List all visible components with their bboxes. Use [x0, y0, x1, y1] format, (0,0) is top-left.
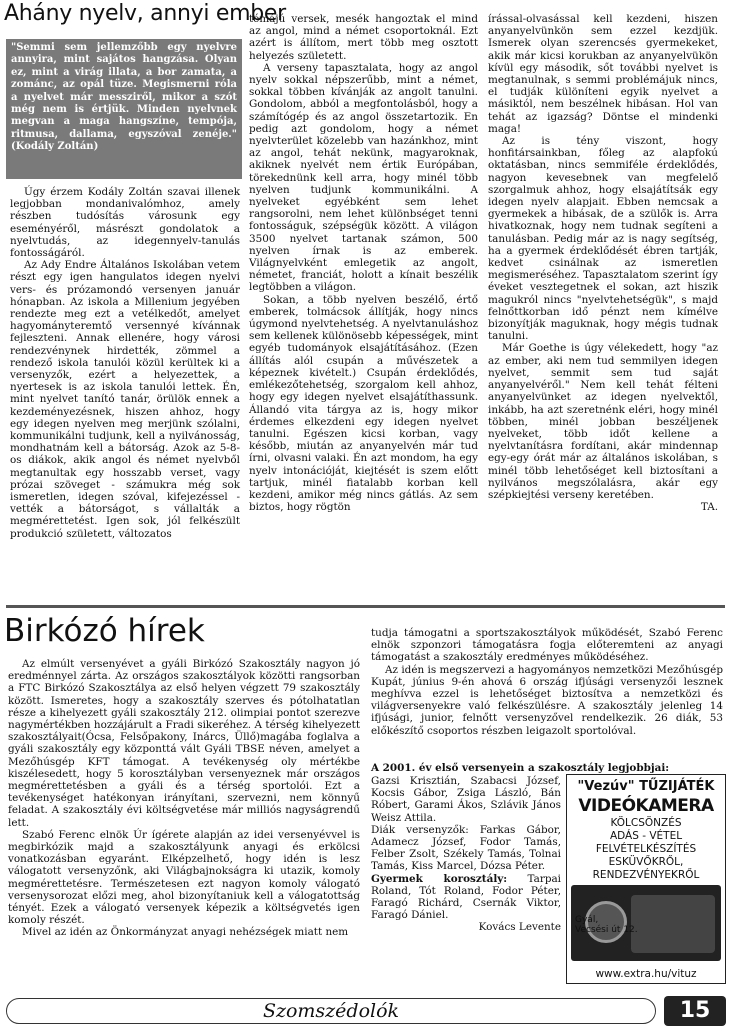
paragraph: témájú versek, mesék hangoztak el mind az angol, mind a német csoportoknál. Ezt azért is állítom, mert több meg osztott helyezés született. — [249, 13, 478, 62]
ad-service: KÖLCSÖNZÉS — [610, 817, 682, 829]
paragraph: Szabó Ferenc elnök Úr ígérete alapján az idei versenyévvel is megbirkózik majd a szakosztályunk anyagi és erkölcsi vonatkozásban egyaránt. Elképzelhető, hogy idén is lesz válogatott versenyzőnk, aki Világbajnokságra ki utazik, komoly megmérettetésre. Természetesen ezt nagyon komoly válogató versenysorozat előzi meg, ahol bizonyítaniuk kell a válogatottság tényét. Ezek a válogató versenyek képezik a költségvetés igen komoly részét. — [8, 828, 360, 927]
ad-headline: VIDEÓKAMERA — [578, 796, 714, 816]
magazine-name: Szomszédolók — [262, 1000, 400, 1022]
paragraph: Az is tény viszont, hogy honfitársainkban, főleg az alapfokú oktatásban, nincs semmiféle érdeklődés, nagyon kevesebnek van megfelelő szorgalmuk ahhoz, hogy elsajátítsák egy idegen nyelv alapjait. Ebben nemcsak a gyermekek a hibásak, de a szülők is. Arra hivatkoznak, hogy nem tudnak segíteni a tanulásban. Pedig már az is nagy segítség, ha a gyermek érdeklődését ébren tartják, kedvet csinálnak az ismeretlen megismeréséhez. Tapasztalatom szerint így éveket vesztegetnek el sokan, azt hiszik magukról nincs "nyelvtehetségük", s majd felnőttkorban idő pénzt nem kímélve bizonyítják maguknak, hogy mégis tudnak tanulni. — [488, 135, 718, 343]
ad-service: ESKÜVŐKRŐL, — [608, 856, 684, 868]
article-column-2 — [249, 13, 478, 513]
gyermek-title: Gyermek korosztály: — [371, 872, 508, 885]
article-signature: TA. — [700, 501, 718, 514]
kodaly-quote: "Semmi sem jellemzőbb egy nyelvre annyira, mint sajátos hangzása. Olyan ez, mint a virág illata, a bor zamata, a zománc, az opál tüze. Megismerni róla a nyelvet már messziről, mikor a szót még nem is értjük. Minden nyelvnek megvan a maga hangszíne, tempója, ritmusa, dallama, egyszóval zenéje." (Kodály Zoltán) — [6, 39, 242, 179]
paragraph: Az elmúlt versenyévet a gyáli Birkózó Szakosztály nagyon jó eredménnyel zárta. Az országos szakosztályok közötti rangsorban a FTC Birkózó Szakosztálya az első helyen végzett 79 szakosztály között. Ismeretes, hogy a szakosztály szerves és pótolhatatlan része a kihelyezett gyáli szakosztály 212. olimpiai pontot szerezve nagymértékben hozzájárult a Fradi sikeréhez. A térség kihelyezett szakosztályait(Ócsa, Felsőpakony, Inárcs, Üllő)magába foglalva a gyáli szakosztály egy központtá vált Gyáli TBSE néven, amelyet a Mezőhúsgép KFT támogat. A tevékenység oly mértékbe kiszélesedett, hogy 5 korosztályban versenyeznek már országos megmérettetésben a gyáli és a térség sportolói. Ezt a tevékenységet hatékonyan irányítani, szervezni, nem könnyű feladat. A szakosztály évi költségvetése már milliós nagyságrendű lett. — [8, 658, 360, 829]
paragraph: tudja támogatni a sportszakosztályok működését, Szabó Ferenc elnök szponzori támogatásra fogja előteremteni az anyagi támogatást a szakosztály eredményes működéséhez. — [371, 627, 723, 664]
paragraph: Az idén is megszervezi a hagyományos nemzetközi Mezőhúsgép Kupát, június 9-én ahová 6 ország ifjúsági versenyzői lesznek meghívva ezzel is lehetőséget biztosítva a nemzetközi és világversenyekre való felkészülésre. A szakosztály jelenleg 14 ifjúsági, junior, felnőtt versenyzővel rendelkezik. 26 diák, 53 előkészítő csoportos részben leigazolt sportolóval. — [371, 663, 723, 737]
gyermek-text: Tarpai Roland, Tót Roland, Fodor Péter, Faragó Richárd, Csernák Viktor, Faragó Dániel. — [371, 872, 561, 922]
ad-url: www.extra.hu/vituz — [595, 968, 697, 980]
birkozo-left-column — [8, 658, 360, 939]
paragraph: Mivel az idén az Önkormányzat anyagi nehézségek miatt nem — [22, 926, 349, 939]
paragraph: A verseny tapasztalata, hogy az angol nyelv sokkal népszerűbb, mint a német, sokkal többen kívánják az angolt tanulni. Gondolom, abból a megfontolásból, hogy a számítógép és az angol összetartozik. En pedig azt gondolom, hogy a német nyelvterület közelebb van hazánkhoz, mint az angol, tehát nekünk, magyaroknak, akiknek nyelvét nem értik Európában, törekednünk kell arra, hogy minél több nyelven tudjunk kommunikálni. A nyelveket egyébként sem lehet rangsorolni, nem lehet különbséget tenni fontosságuk, szépségük között. A világon 3500 nyelvet tartanak számon, 500 nyelven írnak is az emberek. Világnyelvként emlegetik az angolt, németet, franciát, holott a kínait beszélik legtöbben a világon. — [249, 61, 478, 294]
ad-address: Gyál, Vecsési út 12. — [575, 915, 638, 935]
ad-service: RENDEZVÉNYEKRŐL — [592, 869, 700, 881]
results-text: Gazsi Krisztián, Szabacsi József, Kocsis Gábor, Zsiga László, Bán Róbert, Garami Ákos, Szlávik János Weisz Attila. — [371, 775, 561, 824]
birkozo-signature: Kovács Levente — [478, 921, 561, 934]
paragraph: írással-olvasással kell kezdeni, hiszen anyanyelvünkön sem ezzel kezdjük. Ismerek olyan szerencsés gyermekeket, akik már kicsi korukban az anyanyelvükön kívül egy második, sőt további nyelvet is megtanulnak, s semmi problémájuk nincs, el tudják különíteni egyik nyelvet a másiktól, nem beszélnek hibásan. Hol van tehát az igazság? Döntse el mindenki maga! — [488, 13, 718, 135]
vezuv-advertisement — [566, 774, 726, 984]
ad-service: ADÁS - VÉTEL — [609, 830, 683, 842]
paragraph: Már Goethe is úgy vélekedett, hogy "az az ember, aki nem tud semmilyen idegen nyelvet, semmit sem tud saját anyanyelvéről." Nem kell tehát félteni anyanyelvünket az idegen nyelvektől, inkább, ha azt szeretnénk eléri, hogy minél többen, minél jobban beszéljenek nyelveket, több időt kellene a nyelvtanításra fordítani, akár mindennap egy-egy órát már az általános iskolában, s minél több lehetőséget kell biztosítani a nyilvános megszólalásra, akár egy szépkiejtési verseny keretében. — [488, 342, 718, 501]
paragraph: Úgy érzem Kodály Zoltán szavai illenek legjobban mondanivalómhoz, amely részben tudósítás városunk egy eseményéről, másrészt gondolatok a nyelvtudás, az idegennyelv-tanulás fontosságáról. — [10, 186, 240, 260]
diak-text: Diák versenyzők: Farkas Gábor, Adamecz József, Fodor Tamás, Felber Zsolt, Székely Tamás, Tolnai Tamás, Kiss Marcel, Dózsa Péter. — [371, 823, 561, 873]
ad-brand: "Vezúv" TŰZIJÁTÉK — [577, 779, 715, 794]
magazine-footer — [6, 998, 656, 1024]
birkozo-right-column — [371, 627, 723, 737]
results-title: A 2001. év első versenyein a szakosztály legjobbjai: — [371, 762, 670, 774]
article-title: Ahány nyelv, annyi ember — [4, 1, 286, 26]
results-list — [371, 775, 561, 934]
ad-service: FELVÉTELKÉSZÍTÉS — [595, 843, 697, 855]
section-divider — [6, 605, 725, 608]
paragraph: Az Ady Endre Általános Iskolában vetem részt egy igen hangulatos idegen nyelvi vers- és prózamondó versenyen január hónapban. Az iskola a Millenium jegyében rendezte meg ezt a vetélkedőt, amelyet hagyományteremtő versennyé kívánnak fejleszteni. Annak ellenére, hogy városi rendezvénynek hirdették, zömmel a rendező iskola tanulói közül kerültek ki a versenyzők, ezért a helyezettek, a nyertesek is az iskola tanulói lettek. Én, mint nyelvet tanító tanár, örülök ennek a kezdeményezésnek, hiszen ahhoz, hogy egy idegen nyelven meg merjünk szólalni, kommunikálni tudjunk, kell a nyilvánosság, mondhatnám kell a bátorság. Azok az 5-8-os diákok, akik angol és német nyelvből megtanultak egy hosszabb verset, vagy prózai szöveget - számukra még sok ismeretlen, idegen szóval, kifejezéssel - vették a bátorságot, s vállalták a megmérettetést. Igen sok, jól felkészült produkció született, változatos — [10, 259, 240, 540]
article-column-3 — [488, 13, 718, 513]
paragraph: Sokan, a több nyelven beszélő, értő emberek, tolmácsok állítják, hogy nincs úgymond nyelvtehetség. A nyelvtanuláshoz sem kellenek különösebb képességek, mint egyéb tudományok elsajátításához. (Ezen állítás alól csupán a művészetek a képeznek kivételt.) Csupán érdeklődés, emlékezőtehetség, szorgalom kell ahhoz, hogy egy idegen nyelvet elsajátíthassunk. Állandó vita tárgya az is, hogy mikor érdemes elkezdeni egy idegen nyelvet tanulni. Egészen kicsi korban, vagy később, miután az anyanyelvén már tud írni, olvasni valaki. Én azt mondom, ha egy nyelv intonációját, kiejtését is szem előtt tartjuk, minél fiatalabb korban kell kezdeni, amikor még nincs gátlás. Az sem biztos, hogy rögtön — [249, 293, 478, 514]
article-column-1 — [10, 186, 240, 540]
results-header — [371, 762, 723, 774]
page-number: 15 — [664, 996, 726, 1026]
article-title-birkozo: Birkózó hírek — [4, 613, 205, 649]
